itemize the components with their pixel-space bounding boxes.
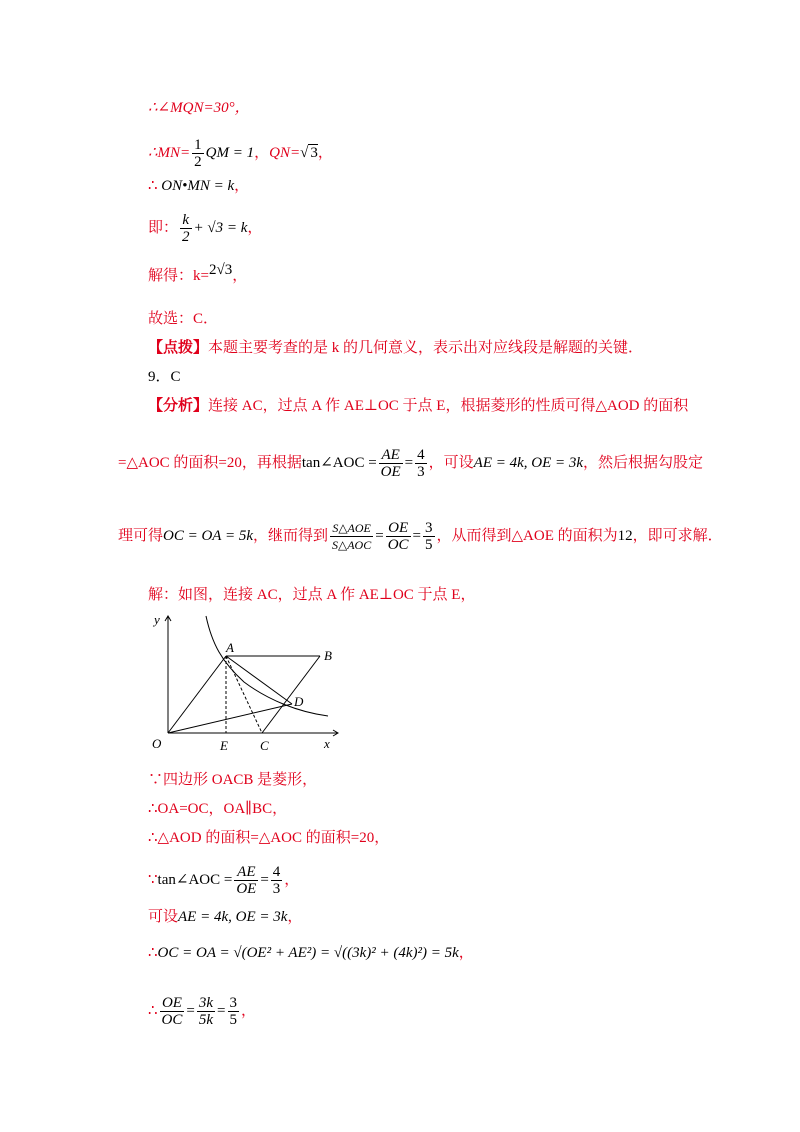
3k-5k-fraction: $\frac{3k}{5k}$ <box>198 995 214 1028</box>
line-area-equal: ∴△AOD 的面积=△AOC 的面积=20， <box>148 830 390 846</box>
pythag-expr: OC = OA = √(OE² + AE²) = √((3k)² + (4k)²) = 5k <box>157 945 459 961</box>
dianbo-tag: 【点拨】 <box>148 340 209 356</box>
on-mn-expr: ON•MN = k <box>161 178 235 194</box>
line-solve-k: 解得：k=2√3， <box>148 262 248 284</box>
line-solution-intro: 解：如图，连接 AC，过点 A 作 AE⊥OC 于点 E， <box>148 587 476 603</box>
four-thirds-fraction: $\frac{4}{3}$ <box>417 447 425 480</box>
line-tan-aoc: ∵tan∠AOC = $\frac{AE}{OE}$ = $\frac{4}{3}$ ， <box>148 864 300 897</box>
label-a: A <box>226 640 234 655</box>
oc-oa-expr: OC = OA = 5k <box>163 527 253 544</box>
half-fraction: $\frac{1}{2}$ <box>194 137 202 170</box>
mn-prefix: ∴MN= <box>148 144 191 161</box>
therefore-symbol: ∴ <box>148 178 158 194</box>
area-value: 12 <box>617 527 633 544</box>
line-tan-analysis: =△AOC 的面积=20，再根据tan∠AOC = $\frac{AE}{OE}$ = $\frac{4}{3}$ ，可设AE = 4k, OE = 3k，然后根据勾股定 <box>118 447 704 480</box>
oe-oc-fraction: $\frac{OE}{OC}$ <box>387 520 409 553</box>
line-on-mn: ∴ ON•MN = k， <box>148 178 250 194</box>
k-value: 2√3 <box>208 262 233 278</box>
oe-oc-fraction-2: $\frac{OE}{OC}$ <box>161 995 183 1028</box>
fenxi-text: 连接 AC，过点 A 作 AE⊥OC 于点 E，根据菱形的性质可得△AOD 的面积 <box>208 398 689 414</box>
line-ratio: ∴ $\frac{OE}{OC}$ = $\frac{3k}{5k}$ = $\frac{3}{5}$ ， <box>148 995 257 1028</box>
line-answer-c: 故选：C． <box>148 311 219 327</box>
ae-oe-fraction-2: $\frac{AE}{OE}$ <box>236 864 257 897</box>
label-e: E <box>220 738 228 753</box>
segment-ad <box>226 656 292 704</box>
segment-ac <box>226 656 262 733</box>
line-mn-value: ∴MN= $\frac{1}{2}$ QM = 1，QN=√ 3， <box>148 137 333 170</box>
qm-expr: QM = 1 <box>205 144 255 161</box>
fenxi-tag: 【分析】 <box>148 398 209 414</box>
four-thirds-fraction-2: $\frac{4}{3}$ <box>272 864 281 897</box>
line-mqn-angle: ∴∠MQN=30°， <box>148 100 250 116</box>
three-fifths-fraction-2: $\frac{3}{5}$ <box>229 995 237 1028</box>
line-oa-oc: ∴OA=OC，OA∥BC， <box>148 801 288 817</box>
line-rhombus: ∵四边形 OACB 是菱形， <box>148 772 318 788</box>
line-fenxi <box>148 396 688 416</box>
label-d: D <box>294 694 304 709</box>
three-fifths-fraction: $\frac{3}{5}$ <box>425 520 433 553</box>
geometry-figure <box>148 608 348 756</box>
line-oc-oa-pythag: ∴OC = OA = √(OE² + AE²) = √((3k)² + (4k)²) = 5k， <box>148 945 474 961</box>
line-set-k: 可设AE = 4k, OE = 3k， <box>148 909 303 925</box>
label-b: B <box>324 648 332 663</box>
hyperbola-curve <box>206 616 328 716</box>
aoc-area-text: =△AOC 的面积=20，再根据 <box>118 454 302 471</box>
line-dianbo <box>148 338 643 358</box>
qn-prefix: QN= <box>269 144 301 161</box>
tan-aoc-expr: tan∠AOC = <box>301 454 377 471</box>
label-x: x <box>324 736 330 751</box>
segment-bc <box>262 656 320 733</box>
line-equation: 即： $\frac{k}{2}$ + √3 = k， <box>148 212 263 245</box>
question-number: 9．C <box>148 369 181 385</box>
k-half-fraction: $\frac{k}{2}$ <box>182 212 190 245</box>
ae-oe-fraction: $\frac{AE}{OE}$ <box>380 447 401 480</box>
equation-rest: + √3 = k <box>193 219 248 236</box>
qn-sqrt: 3 <box>310 144 318 161</box>
label-y: y <box>154 612 160 627</box>
ae-oe-values: AE = 4k, OE = 3k <box>473 454 584 471</box>
ji-prefix: 即： <box>148 219 179 236</box>
tan-aoc-expr-2: tan∠AOC = <box>157 871 233 888</box>
solve-prefix: 解得：k= <box>148 268 209 284</box>
area-ratio-fraction: $\frac{\text{S△AOE}}{\text{S△AOC}}$ <box>332 521 372 552</box>
label-c: C <box>260 738 269 753</box>
ae-oe-values-2: AE = 4k, OE = 3k <box>178 909 288 925</box>
line-pythag-analysis: 理可得OC = OA = 5k，继而得到 $\frac{\text{S△AOE}}{\text{S△AOC}}$ = $\frac{OE}{OC}$ = $\frac{3}{5}$ ，从而得到△AOE 的面积为12，即可求解． <box>118 520 723 553</box>
dianbo-text: 本题主要考查的是 k 的几何意义，表示出对应线段是解题的关键． <box>208 340 644 356</box>
label-o: O <box>152 736 162 751</box>
